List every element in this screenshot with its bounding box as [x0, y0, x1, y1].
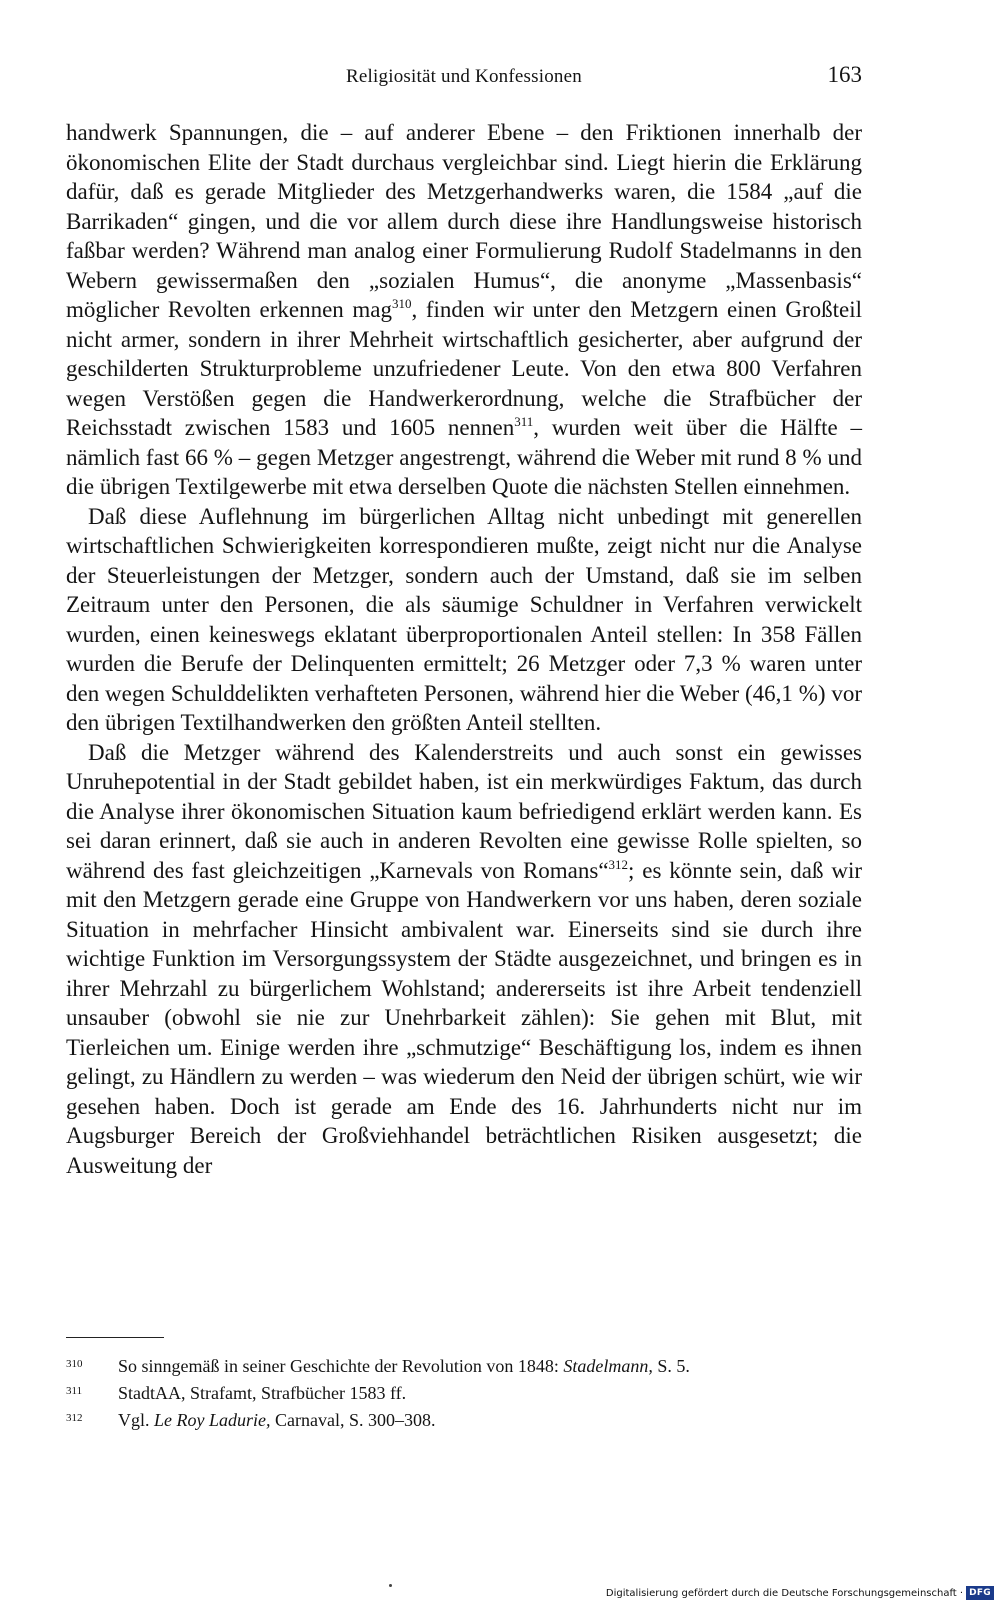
scan-speck [389, 1584, 392, 1587]
page-number: 163 [827, 62, 862, 87]
footnote-number: 312 [66, 1412, 83, 1424]
footnote-text [118, 1381, 406, 1405]
footnote-text-plain: Carnaval, S. 300–308. [270, 1410, 436, 1430]
footnote-number: 311 [66, 1385, 83, 1397]
footnote-text-plain: So sinngemäß in seiner Geschichte der Revolution von 1848: [118, 1356, 564, 1376]
paragraph-3 [66, 738, 862, 1181]
footnote-number: 310 [66, 1358, 83, 1370]
footnote-311 [66, 1381, 862, 1408]
footnote-text [118, 1408, 435, 1432]
footnote-312 [66, 1408, 862, 1435]
footnote-310 [66, 1354, 862, 1381]
dfg-logo: DFG [966, 1586, 994, 1600]
footnote-ref-310: 310 [392, 296, 412, 311]
footnote-ref-312: 312 [608, 856, 629, 872]
paragraph-3-part-1: Daß die Metzger während des Kalenderstreits und auch sonst ein gewisses Unruhepotential in der Stadt gebildet haben, ist ein merkwürdiges Faktum, das durch die Analyse ihrer ökonomischen Situation kaum befriedigend erklärt werden kann. Es sei daran erinnert, daß sie auch in anderen Revolten eine gewisse Rolle spielten, so während des fast gleichzeitigen „Karnevals von Romans“ [66, 739, 862, 883]
paragraph-2: Daß diese Auflehnung im bürgerlichen Alltag nicht unbedingt mit generellen wirtschaftlichen Schwierigkeiten korrespondieren mußte, zeigt nicht nur die Analyse der Steuerleistungen der Metzger, sondern auch der Umstand, daß sie im selben Zeitraum unter den Personen, die als säumige Schuldner in Verfahren verwickelt wurden, einen keineswegs eklatant überproportionalen Anteil stellen: In 358 Fällen wurden die Berufe der Delinquenten ermittelt; 26 Metzger oder 7,3 % waren unter den wegen Schulddelikten verhafteten Personen, während hier die Weber (46,1 %) vor den übrigen Textilhandwerken den größten Anteil stellten. [66, 503, 862, 735]
running-head [66, 62, 862, 92]
footnote-text-plain: Vgl. [118, 1410, 154, 1430]
footnote-text [118, 1354, 690, 1378]
footnote-author: Stadelmann, [563, 1356, 653, 1376]
paragraph-3-part-2: ; es könnte sein, daß wir mit den Metzgern gerade eine Gruppe von Handwerkern vor uns haben, deren soziale Situation in mehrfacher Hinsicht ambivalent war. Einerseits sind sie durch ihre wichtige Funktion im Versorgungssystem der Städte ausgezeichnet, und bringen es in ihrer Mehrzahl zu bürgerlichem Wohlstand; andererseits ist ihre Arbeit tendenziell unsauber (obwohl sie nie zur Unehrbarkeit zählen): Sie gehen mit Blut, mit Tierleichen um. Einige werden ihre „schmutzige“ Beschäftigung los, indem es ihnen gelingt, zu Händlern zu werden – was wiederum den Neid der übrigen schürt, wie wir gesehen haben. Doch ist gerade am Ende des 16. Jahrhunderts nicht nur im Augsburger Bereich der Großviehhandel beträchtlichen Risiken ausgesetzt; die Ausweitung der [66, 857, 862, 1178]
footnote-author: Le Roy Ladurie, [154, 1410, 271, 1430]
footnote-text-plain: S. 5. [652, 1356, 690, 1376]
footnote-separator [66, 1337, 164, 1338]
paragraph-1-part-1: handwerk Spannungen, die – auf anderer Ebene – den Friktionen innerhalb der ökonomischen Elite der Stadt durchaus vergleichbar sind. Liegt hierin die Erklärung dafür, daß es gerade Mitglieder des Metzgerhandwerks waren, die 1584 „auf die Barrikaden“ gingen, und die vor allem durch diese ihre Handlungsweise historisch faßbar werden? Während man analog einer Formulierung Rudolf Stadelmanns in den Webern gewissermaßen den „sozialen Humus“, die anonyme „Massenbasis“ möglicher Revolten erkennen mag [66, 120, 862, 322]
paragraph-1 [66, 118, 862, 502]
footnote-ref-311: 311 [514, 414, 534, 429]
running-title: Religiosität und Konfessionen [346, 66, 582, 87]
credit-text: Digitalisierung gefördert durch die Deutsche Forschungsgemeinschaft · [605, 1587, 964, 1599]
footnote-text-plain: StadtAA, Strafamt, Strafbücher 1583 ff. [118, 1383, 407, 1403]
body-text [66, 118, 862, 1180]
footnotes [66, 1354, 862, 1435]
digitization-credit [606, 1586, 994, 1600]
paragraph-1-part-2: , finden wir unter den Metzgern einen Großteil nicht armer, sondern in ihrer Mehrheit wirtschaftlich gesicherter, aber aufgrund der geschilderten Strukturprobleme unzufriedener Leute. Von den etwa 800 Verfahren wegen Verstößen gegen die Handwerkerordnung, welche die Strafbücher der Reichsstadt zwischen 1583 und 1605 nennen [66, 297, 863, 440]
paragraph-1-part-3: , wurden weit über die Hälfte – nämlich fast 66 % – gegen Metzger angestrengt, während die Weber mit rund 8 % und die übrigen Textilgewerbe mit etwa derselben Quote die nächsten Stellen einnehmen. [66, 415, 862, 499]
